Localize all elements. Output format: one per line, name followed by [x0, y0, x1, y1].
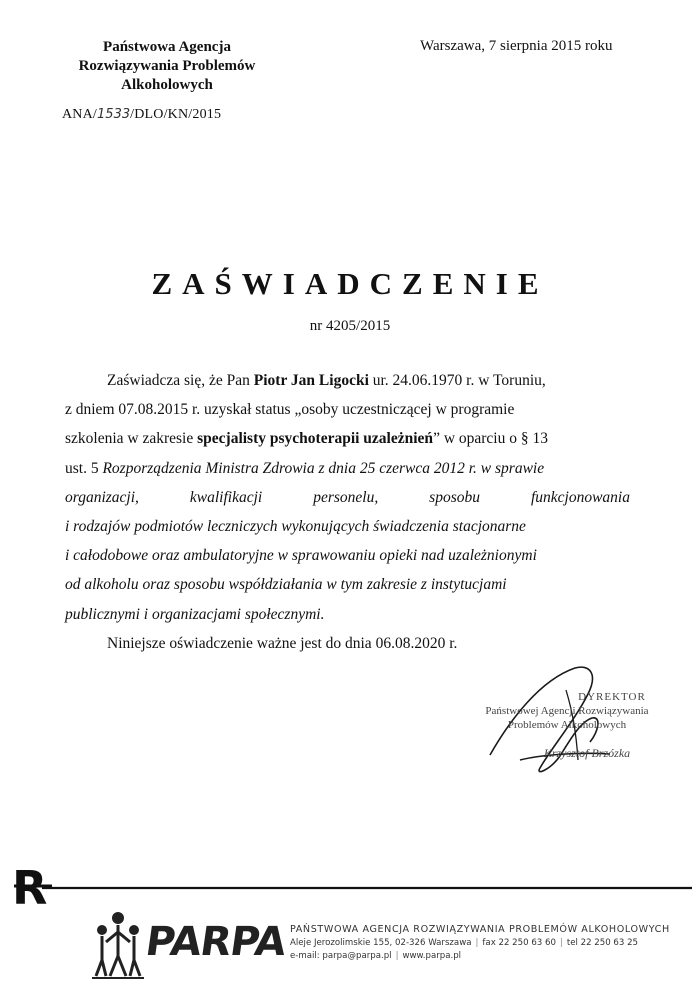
ref-prefix: ANA/ — [62, 107, 98, 122]
footer-tel: tel 22 250 63 25 — [566, 938, 639, 948]
person-name: Piotr Jan Ligocki — [253, 372, 369, 389]
body-text: ” w oparciu o § 13 — [433, 430, 548, 448]
regulation-title: Rozporządzenia Ministra Zdrowia z dnia 25 czerwca 2012 r. w sprawie — [102, 459, 545, 477]
ref-handwritten: 1533 — [97, 107, 131, 122]
word: funkcjonowania — [530, 488, 630, 506]
word: personelu, — [313, 488, 379, 506]
body-line-8: od alkoholu oraz sposobu współdziałania w tym zakresie z instytucjami — [65, 576, 507, 594]
place-date: Warszawa, 7 sierpnia 2015 roku — [420, 38, 613, 54]
body-line-3 — [65, 424, 630, 453]
word: organizacji, — [65, 488, 139, 506]
body-text: ur. 24.06.1970 r. w Toruniu, — [372, 372, 546, 389]
reference-number — [62, 107, 221, 123]
footer-address-line: Aleje Jerozolimskie 155, 02-326 Warszawa | fax 22 250 63 60 | tel 22 250 63 25 — [290, 938, 639, 948]
footer-org-name: PAŃSTWOWA AGENCJA ROZWIĄZYWANIA PROBLEMÓW ALKOHOLOWYCH — [290, 924, 670, 935]
footer-address: Aleje Jerozolimskie 155, 02-326 Warszawa — [290, 938, 472, 948]
body-line-5 — [65, 483, 630, 512]
document-title: ZAŚWIADCZENIE — [151, 266, 549, 301]
agency-line-1: Państwowa Agencja — [103, 39, 231, 55]
stamp-name: Krzysztof Brzózka — [543, 746, 631, 760]
document-number: nr 4205/2015 — [309, 318, 391, 334]
director-stamp — [462, 690, 672, 760]
body-line-4 — [65, 454, 630, 483]
body-line-2: z dniem 07.08.2015 r. uzyskał status „osoby uczestniczącej w programie — [65, 401, 515, 419]
word: kwalifikacji — [189, 488, 263, 506]
body-line-10: Niniejsze oświadczenie ważne jest do dnia 06.08.2020 r. — [107, 634, 458, 652]
footer-web-line: e-mail: parpa@parpa.pl | www.parpa.pl — [290, 951, 462, 961]
word: sposobu — [429, 488, 480, 506]
svg-text:R: R — [12, 861, 48, 915]
body-line-7: i całodobowe oraz ambulatoryjne w sprawowaniu opieki nad uzależnionymi — [65, 547, 537, 565]
agency-line-2: Rozwiązywania Problemów — [78, 58, 256, 74]
footer-fax: fax 22 250 63 60 — [482, 938, 556, 948]
ref-suffix: /DLO/KN/2015 — [130, 107, 222, 122]
body-text: szkolenia w zakresie — [65, 430, 194, 448]
body-line-6: i rodzajów podmiotów leczniczych wykonujących świadczenia stacjonarne — [65, 517, 526, 535]
body-text: Zaświadcza się, że Pan — [107, 372, 250, 389]
footer-contact — [290, 924, 690, 961]
parpa-logo-text: PARPA — [142, 919, 289, 965]
stamp-org-line-1: Państwowej Agencji Rozwiązywania — [485, 705, 649, 717]
agency-line-3: Alkoholowych — [121, 77, 213, 93]
specialization: specjalisty psychoterapii uzależnień — [197, 430, 434, 448]
stamp-org-line-2: Problemów Alkoholowych — [507, 719, 627, 731]
footer-website[interactable]: www.parpa.pl — [402, 951, 462, 961]
parpa-logo-figures-icon — [88, 908, 148, 980]
agency-header — [62, 38, 272, 95]
stamp-role: DYREKTOR — [578, 691, 646, 703]
footer-email[interactable]: e-mail: parpa@parpa.pl — [290, 951, 392, 961]
certificate-body — [65, 366, 630, 658]
body-line-9: publicznymi i organizacjami społecznymi. — [65, 605, 325, 623]
body-text: ust. 5 — [65, 459, 99, 477]
body-line-1 — [65, 366, 630, 395]
